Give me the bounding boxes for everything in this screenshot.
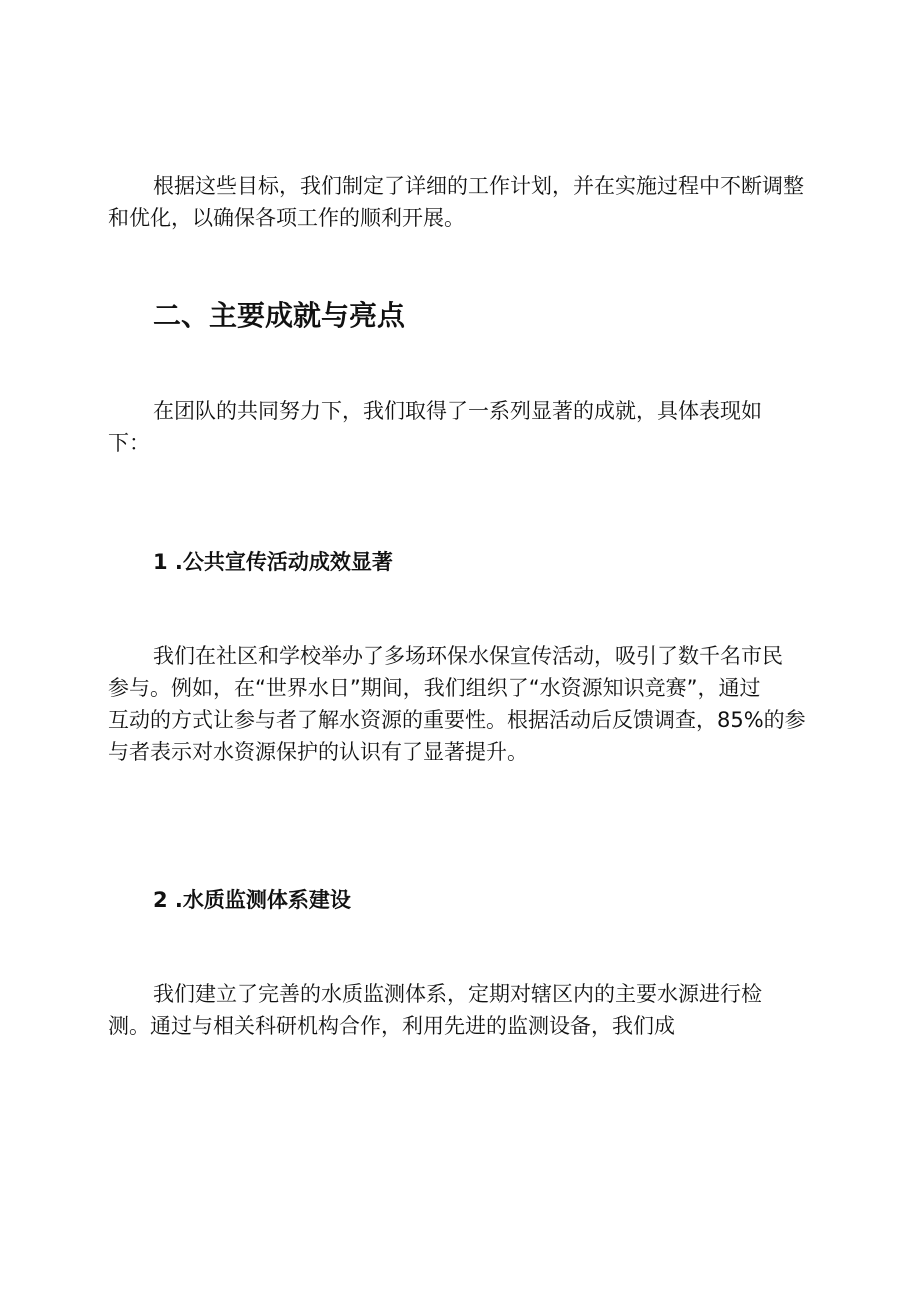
paragraph-line: 和优化，以确保各项工作的顺利开展。 bbox=[108, 206, 465, 230]
paragraph-line: 测。通过与相关科研机构合作，利用先进的监测设备，我们成 bbox=[108, 1014, 675, 1038]
paragraph-work-plan bbox=[108, 170, 824, 234]
paragraph-line: 互动的方式让参与者了解水资源的重要性。根据活动后反馈调查，85%的参 bbox=[108, 708, 806, 732]
paragraph-achievements-intro bbox=[108, 395, 824, 459]
paragraph-line: 根据这些目标，我们制定了详细的工作计划，并在实施过程中不断调整 bbox=[153, 174, 804, 198]
paragraph-line: 参与。例如，在“世界水日”期间，我们组织了“水资源知识竞赛”，通过 bbox=[108, 676, 761, 700]
paragraph-line: 我们建立了完善的水质监测体系，定期对辖区内的主要水源进行检 bbox=[153, 982, 762, 1006]
paragraph-line: 下： bbox=[108, 431, 150, 455]
subheading-public-campaign: 1 .公共宣传活动成效显著 bbox=[153, 550, 393, 574]
paragraph-line: 在团队的共同努力下，我们取得了一系列显著的成就，具体表现如 bbox=[153, 399, 762, 423]
section-heading: 二、主要成就与亮点 bbox=[153, 299, 406, 332]
paragraph-water-monitoring bbox=[108, 978, 824, 1042]
paragraph-line: 我们在社区和学校举办了多场环保水保宣传活动，吸引了数千名市民 bbox=[153, 644, 783, 668]
paragraph-public-campaign bbox=[108, 640, 824, 768]
subheading-water-monitoring: 2 .水质监测体系建设 bbox=[153, 888, 351, 912]
paragraph-line: 与者表示对水资源保护的认识有了显著提升。 bbox=[108, 740, 528, 764]
